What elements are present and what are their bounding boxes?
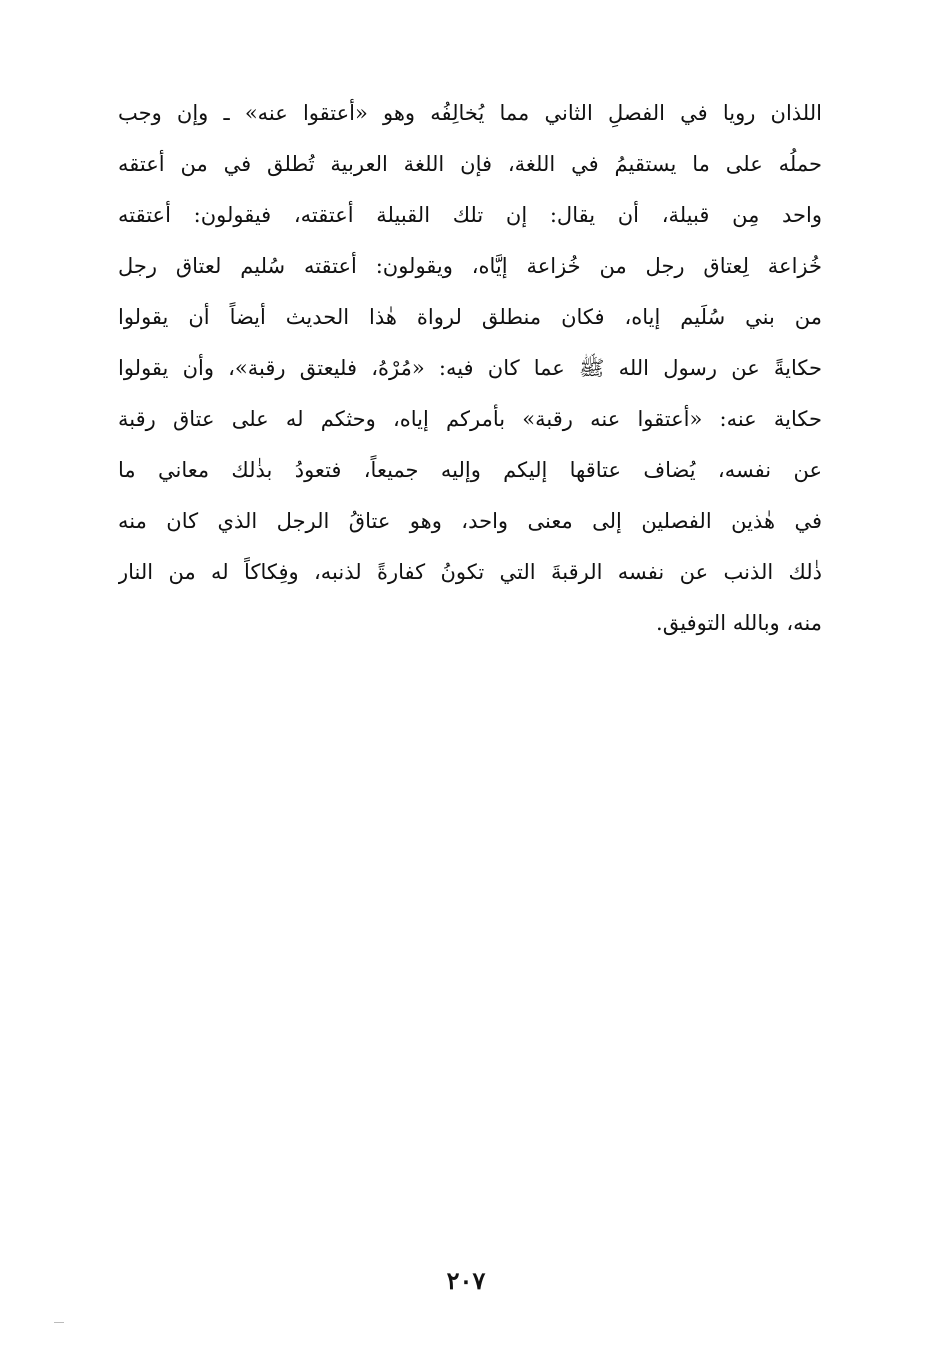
page-number: ٢٠٧: [446, 1266, 486, 1295]
text-line-11: منه، وبالله التوفيق.: [656, 611, 822, 635]
text-line-1: اللذان رويا في الفصلِ الثاني مما يُخالِفُه وهو «أعتقوا عنه» ـ وإن وجب: [118, 101, 822, 125]
text-line-7: حكاية عنه: «أعتقوا عنه رقبة» بأمركم إياه، وحثكم له على عتاق رقبة: [118, 407, 822, 431]
text-line-5: من بني سُلَيم إياه، فكان منطلق لرواة هٰذا الحديث أيضاً أن يقولوا: [118, 305, 822, 329]
text-line-9: في هٰذين الفصلين إلى معنى واحد، وهو عتاقُ الرجل الذي كان منه: [118, 509, 822, 533]
text-line-10: ذٰلك الذنب عن نفسه الرقبةَ التي تكونُ كفارةً لذنبه، وفِكاكاً له من النار: [118, 560, 822, 584]
text-line-8: عن نفسه، يُضاف عتاقها إليكم وإليه جميعاً، فتعودُ بذٰلك معاني ما: [118, 458, 822, 482]
text-line-6: حكايةً عن رسول الله ﷺ عما كان فيه: «مُرْهُ، فليعتق رقبة»، وأن يقولوا: [118, 356, 822, 380]
text-line-3: واحد مِن قبيلة، أن يقال: إن تلك القبيلة أعتقته، فيقولون: أعتقته: [118, 203, 822, 227]
text-line-2: حملُه على ما يستقيمُ في اللغة، فإن اللغة العربية تُطلق في من أعتقه: [118, 152, 822, 176]
body-text: [118, 88, 822, 649]
scan-speck: [54, 1322, 64, 1323]
text-line-4: خُزاعة لِعتاق رجل من خُزاعة إيَّاه، ويقولون: أعتقته سُليم لعتاق رجل: [118, 254, 822, 278]
